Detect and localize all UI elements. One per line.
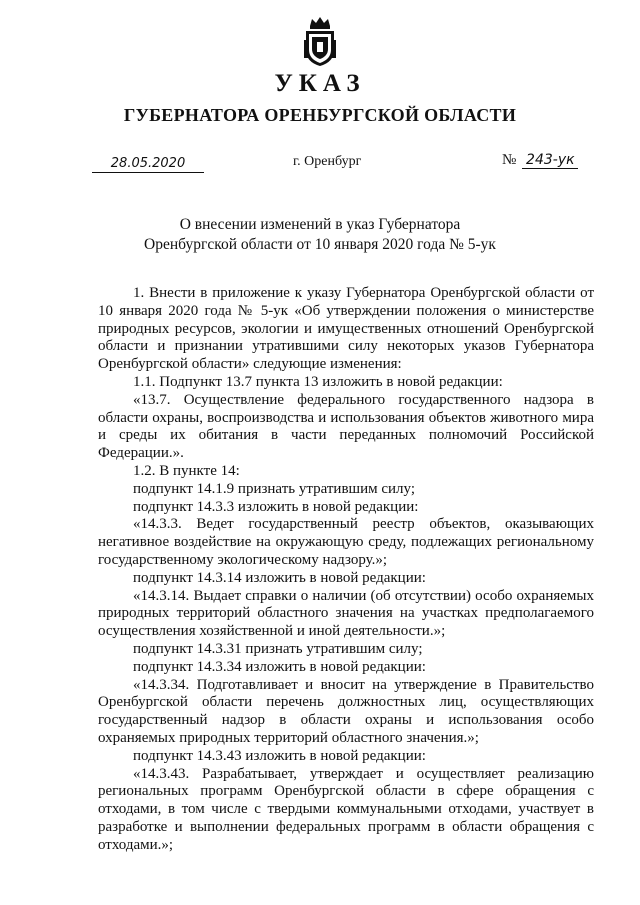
subject-line: Оренбургской области от 10 января 2020 года № 5-ук (144, 236, 496, 253)
document-body (98, 285, 594, 855)
paragraph: 1.1. Подпункт 13.7 пункта 13 изложить в новой редакции: (133, 373, 503, 390)
paragraph: подпункт 14.3.3 изложить в новой редакции: (133, 498, 419, 515)
number-sign: № (502, 152, 517, 168)
number-value: 243-ук (522, 152, 578, 169)
paragraph: подпункт 14.3.34 изложить в новой редакции: (133, 658, 426, 675)
paragraph: «14.3.14. Выдает справки о наличии (об отсутствии) особо охраняемых природных территорий областного значения на участках предполагаемого осуществления хозяйственной и иной деятельности.»; (98, 587, 594, 640)
document-issuer: ГУБЕРНАТОРА ОРЕНБУРГСКОЙ ОБЛАСТИ (123, 105, 517, 125)
paragraph: 1. Внести в приложение к указу Губернатора Оренбургской области от 10 января 2020 года № 5-ук «Об утверждении положения о министерстве природных ресурсов, экологии и имущественных отношений Оренбургской области и признании утратившими силу некоторых указов Губернатора Оренбургской области» следующие изменения: (98, 285, 594, 373)
document-title: УКАЗ (274, 70, 366, 97)
paragraph: подпункт 14.1.9 признать утратившим силу; (133, 480, 415, 497)
paragraph: 1.2. В пункте 14: (133, 462, 240, 479)
paragraph: «14.3.3. Ведет государственный реестр объектов, оказывающих негативное воздействие на окружающую среду, подлежащих региональному государственному экологическому надзору.»; (98, 516, 594, 568)
document-date: 28.05.2020 (92, 156, 204, 173)
paragraph: подпункт 14.3.14 изложить в новой редакции: (133, 569, 426, 586)
paragraph: подпункт 14.3.43 изложить в новой редакции: (133, 747, 426, 764)
document-subject (0, 215, 640, 255)
paragraph: подпункт 14.3.31 признать утратившим силу; (133, 640, 423, 657)
document-number (502, 152, 578, 169)
coat-of-arms-emblem (300, 14, 340, 68)
subject-line: О внесении изменений в указ Губернатора (179, 216, 461, 233)
paragraph: «13.7. Осуществление федерального государственного надзора в области охраны, воспроизводства и использования объектов животного мира и среды их обитания в части переданных полномочий Российской Федерации.». (98, 391, 594, 462)
paragraph: «14.3.43. Разрабатывает, утверждает и осуществляет реализацию региональных программ Оренбургской области в сфере обращения с отходами, в том числе с твердыми коммунальными отходами, участвует в разработке и выполнении федеральных программ в области обращения с отходами.»; (98, 765, 594, 853)
paragraph: «14.3.34. Подготавливает и вносит на утверждение в Правительство Оренбургской области перечень должностных лиц, осуществляющих государственный надзор в области охраны и использования особо охраняемых природных территорий областного значения.»; (98, 676, 594, 746)
document-city: г. Оренбург (293, 154, 362, 169)
